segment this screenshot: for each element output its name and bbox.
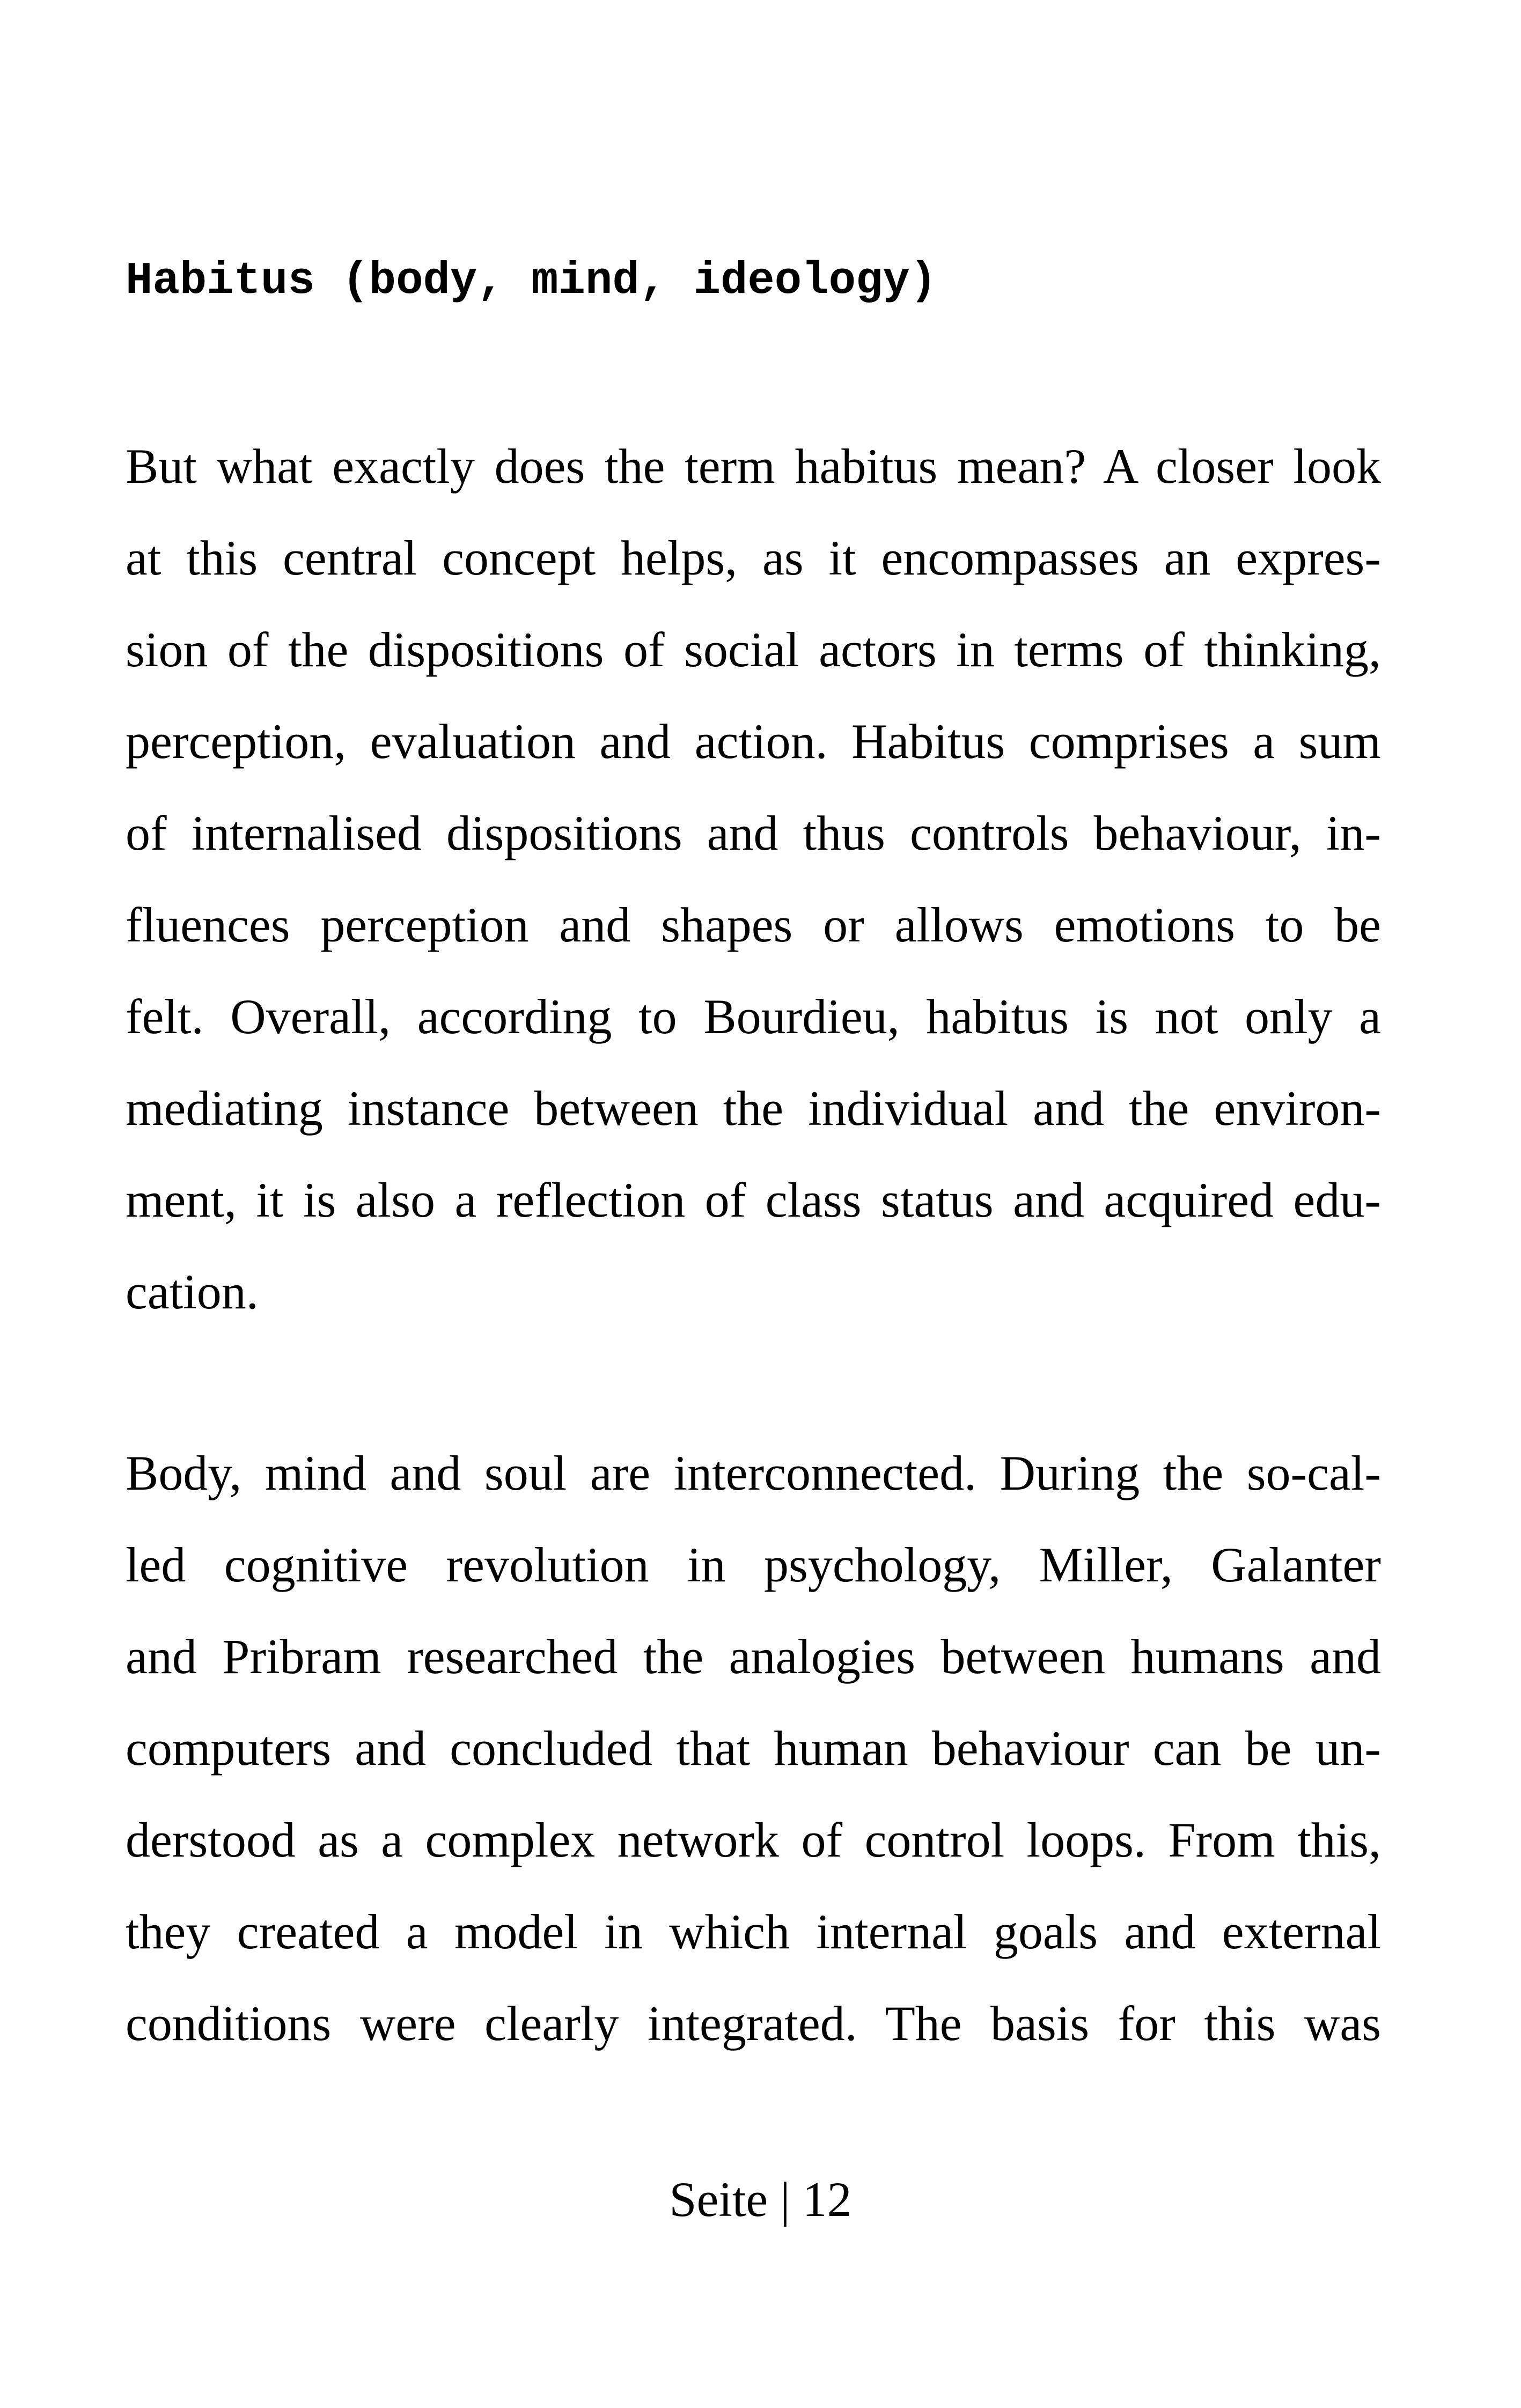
text-line: led cognitive revolution in psychology, Miller, Galanter [126, 1537, 1381, 1592]
text-line: derstood as a complex network of control loops. From this, [126, 1813, 1381, 1867]
text-line: at this central concept helps, as it encompasses an expres- [126, 531, 1381, 585]
paragraph-1 [126, 421, 1381, 1338]
text-line: perception, evaluation and action. Habitus comprises a sum [126, 714, 1381, 769]
text-line: fluences perception and shapes or allows emotions to be [126, 897, 1381, 952]
text-line: cation. [126, 1264, 259, 1319]
page-number: Seite | 12 [669, 2172, 852, 2227]
section-heading: Habitus (body, mind, ideology) [126, 256, 937, 307]
text-line: sion of the dispositions of social actors in terms of thinking, [126, 622, 1381, 677]
text-line: felt. Overall, according to Bourdieu, habitus is not only a [126, 989, 1381, 1044]
text-line: Body, mind and soul are interconnected. During the so-cal- [126, 1446, 1381, 1500]
text-line: But what exactly does the term habitus mean? A closer look [126, 439, 1381, 494]
text-line: mediating instance between the individual and the environ- [126, 1081, 1381, 1136]
text-line: ment, it is also a reflection of class status and acquired edu- [126, 1173, 1381, 1227]
paragraph-2 [126, 1427, 1381, 2070]
text-line: and Pribram researched the analogies between humans and [126, 1629, 1381, 1684]
text-line: computers and concluded that human behaviour can be un- [126, 1721, 1381, 1776]
text-line: they created a model in which internal goals and external [126, 1904, 1381, 1959]
text-line: of internalised dispositions and thus controls behaviour, in- [126, 806, 1381, 860]
text-line: conditions were clearly integrated. The basis for this was [126, 1996, 1381, 2051]
